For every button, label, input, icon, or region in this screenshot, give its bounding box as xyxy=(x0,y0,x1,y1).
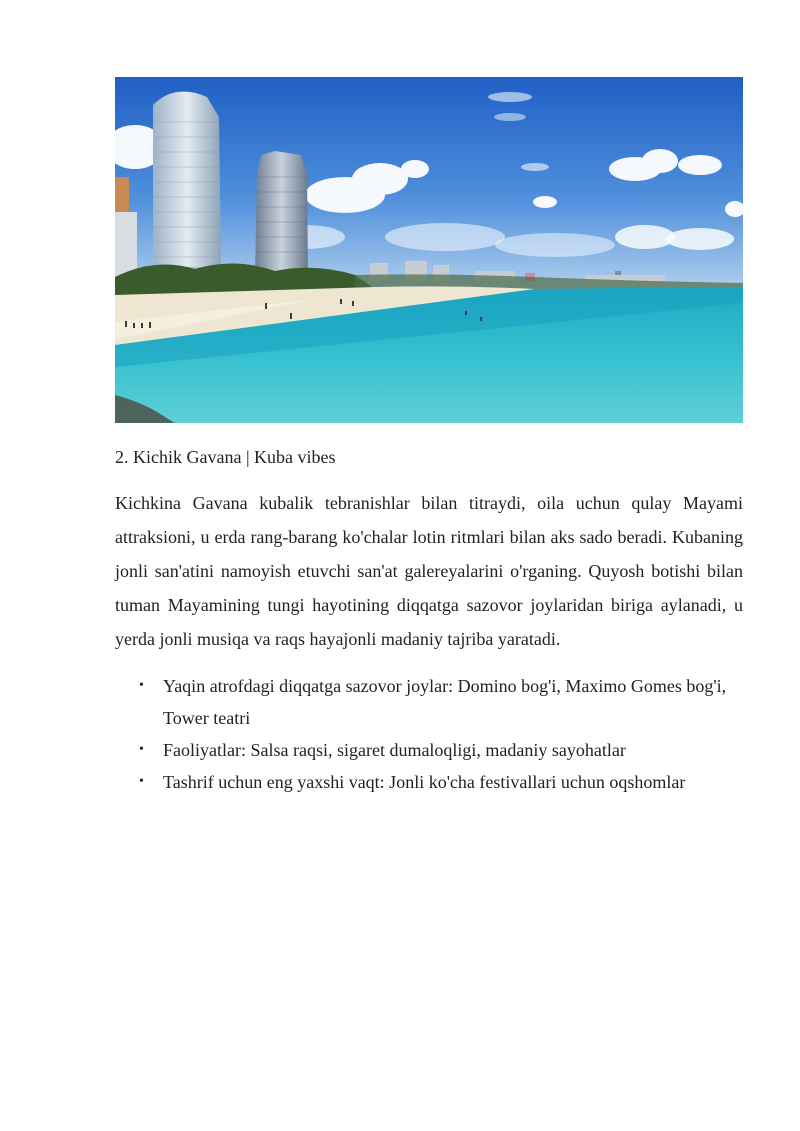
list-item xyxy=(115,766,743,798)
list-item-text: Faoliyatlar: Salsa raqsi, sigaret dumaloqligi, madaniy sayohatlar xyxy=(163,740,626,760)
list-item xyxy=(115,670,743,734)
beach-skyline-photo xyxy=(115,77,743,423)
bullet-list xyxy=(115,670,743,798)
bullet-icon: • xyxy=(139,774,144,789)
list-item-text: Yaqin atrofdagi diqqatga sazovor joylar: Domino bog'i, Maximo Gomes bog'i, Tower teatri xyxy=(163,676,727,728)
list-item-text: Tashrif uchun eng yaxshi vaqt: Jonli ko'cha festivallari uchun oqshomlar xyxy=(163,772,686,792)
bullet-icon: • xyxy=(139,678,144,693)
list-item xyxy=(115,734,743,766)
body-paragraph: Kichkina Gavana kubalik tebranishlar bilan titraydi, oila uchun qulay Mayami attraksioni, u erda rang-barang ko'chalar lotin ritmlari bilan aks sado beradi. Kubaning jonli san'atini namoyish etuvchi san'at galereyalarini o'rganing. Quyosh botishi bilan tuman Mayamining tungi hayotining diqqatga sazovor joylaridan biriga aylanadi, u yerda jonli musiqa va raqs hayajonli madaniy tajriba yaratadi. xyxy=(115,493,743,649)
bullet-icon: • xyxy=(139,742,144,757)
section-heading: 2. Kichik Gavana | Kuba vibes xyxy=(115,447,336,467)
